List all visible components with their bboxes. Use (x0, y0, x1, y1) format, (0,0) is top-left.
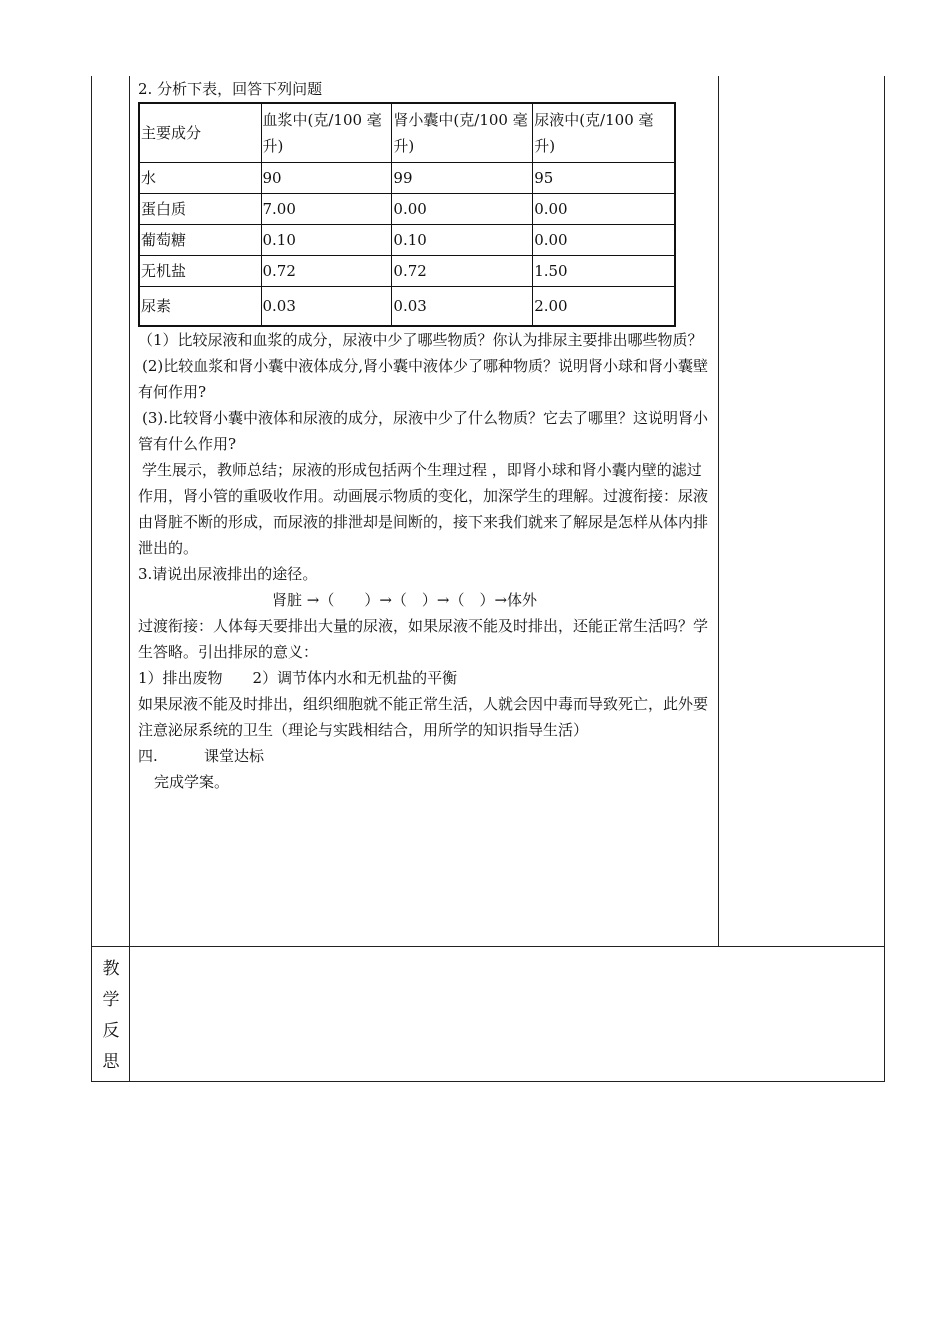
table-cell: 尿素 (139, 287, 261, 327)
urination-meaning: 1）排出废物 2）调节体内水和无机盐的平衡 (138, 669, 458, 687)
table-header-cell: 肾小囊中(克/100 毫升) (392, 103, 533, 163)
table-cell: 葡萄糖 (139, 225, 261, 256)
lesson-content (138, 76, 713, 795)
teacher-summary: 学生展示，教师总结；尿液的形成包括两个生理过程 ，即肾小球和肾小囊内壁的滤过作用，肾小管的重吸收作用。动画展示物质的变化，加深学生的理解。过渡衔接：尿液由肾脏不断的形成，而尿液的排泄却是间断的，接下来我们就来了解尿是怎样从体内排泄出的。 (138, 461, 709, 557)
table-cell: 无机盐 (139, 256, 261, 287)
reflection-char: 反 (102, 1021, 120, 1041)
table-cell: 0.03 (261, 287, 392, 327)
table-cell: 95 (533, 163, 675, 194)
question2-sub2: (2)比较血浆和肾小囊中液体成分,肾小囊中液体少了哪种物质？说明肾小球和肾小囊壁有何作用? (138, 357, 709, 401)
table-row (139, 194, 675, 225)
urine-path-flow: 肾脏 →（ ）→（ ）→（ ）→体外 (272, 591, 538, 609)
table-cell: 99 (392, 163, 533, 194)
table-cell: 7.00 (261, 194, 392, 225)
reflection-char: 教 (102, 959, 120, 979)
table-cell: 0.00 (392, 194, 533, 225)
table-cell: 0.72 (392, 256, 533, 287)
table-header-row (139, 103, 675, 163)
frame-inner-right-line (718, 76, 719, 946)
table-cell: 1.50 (533, 256, 675, 287)
consequence-text: 如果尿液不能及时排出，组织细胞就不能正常生活，人就会因中毒而导致死亡，此外要注意泌尿系统的卫生（理论与实践相结合，用所学的知识指导生活） (138, 695, 709, 739)
question3-title: 3.请说出尿液排出的途径。 (138, 565, 318, 583)
question2-sub3: (3).比较肾小囊中液体和尿液的成分，尿液中少了什么物质？它去了哪里？这说明肾小管有什么作用? (138, 409, 709, 453)
table-cell: 0.10 (392, 225, 533, 256)
question2-sub1: （1）比较尿液和血浆的成分，尿液中少了哪些物质？你认为排尿主要排出哪些物质？ (138, 331, 703, 349)
table-cell: 0.10 (261, 225, 392, 256)
table-cell: 2.00 (533, 287, 675, 327)
teaching-reflection-label (92, 946, 130, 1082)
table-row (139, 163, 675, 194)
table-cell: 0.72 (261, 256, 392, 287)
section4-number: 四. (138, 747, 158, 765)
question2-title: 2. 分析下表，回答下列问题 (138, 80, 323, 98)
frame-row-divider-line (91, 946, 885, 947)
section4-body: 完成学案。 (154, 773, 230, 791)
table-row (139, 287, 675, 327)
table-row (139, 256, 675, 287)
table-header-cell: 尿液中(克/100 毫升) (533, 103, 675, 163)
composition-table (138, 102, 676, 327)
table-cell: 0.00 (533, 194, 675, 225)
table-cell: 蛋白质 (139, 194, 261, 225)
frame-right-line (884, 76, 885, 1082)
section4-title: 课堂达标 (204, 747, 265, 765)
transition-text: 过渡衔接：人体每天要排出大量的尿液，如果尿液不能及时排出，还能正常生活吗？学生答略。引出排尿的意义： (138, 617, 709, 661)
frame-left-line (91, 76, 92, 1082)
frame-col-divider-line (129, 76, 130, 1082)
reflection-char: 思 (102, 1052, 120, 1072)
table-cell: 0.00 (533, 225, 675, 256)
reflection-char: 学 (102, 990, 120, 1010)
table-cell: 90 (261, 163, 392, 194)
table-cell: 水 (139, 163, 261, 194)
table-cell: 0.03 (392, 287, 533, 327)
section4-heading (138, 743, 713, 769)
table-header-cell: 主要成分 (139, 103, 261, 163)
frame-bottom-line (91, 1081, 885, 1082)
table-row (139, 225, 675, 256)
table-header-cell: 血浆中(克/100 毫升) (261, 103, 392, 163)
